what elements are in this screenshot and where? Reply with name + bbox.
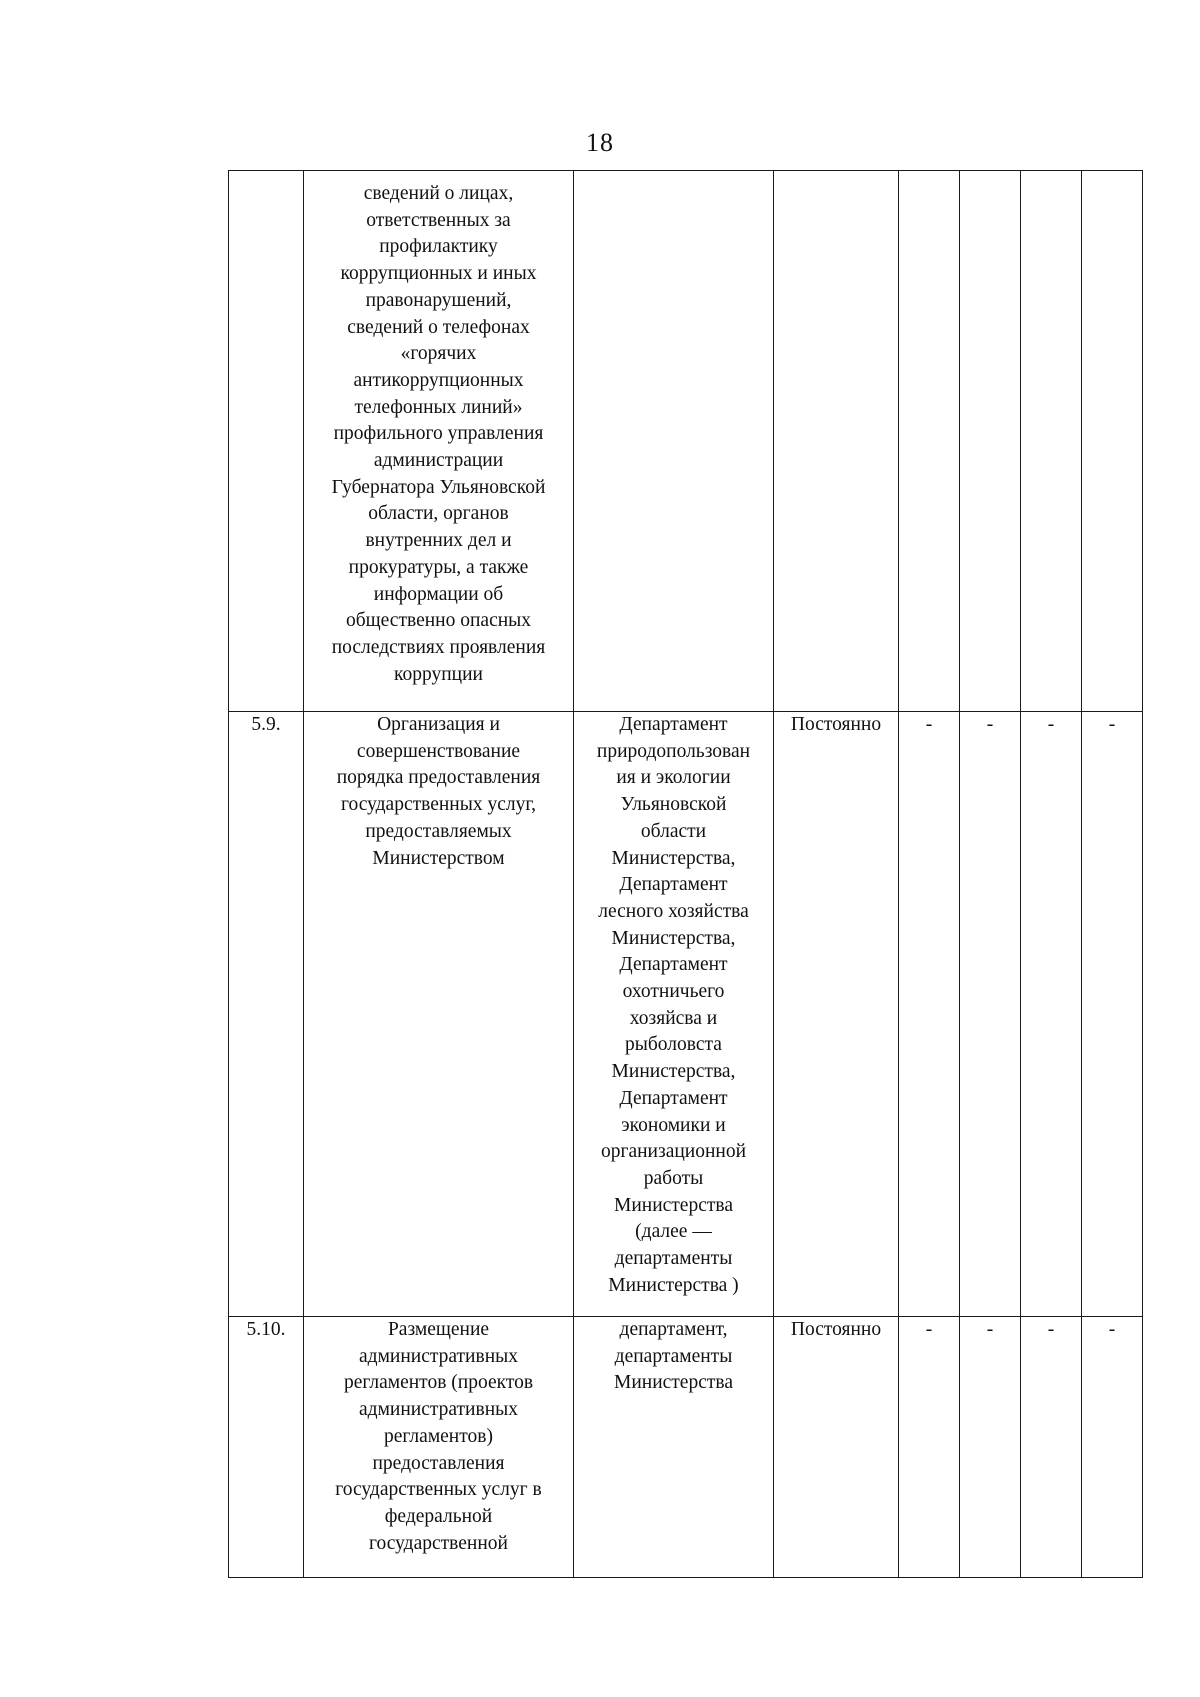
execution-term bbox=[774, 171, 899, 712]
responsible-executor: Департамент природопользован ия и экологии Ульяновской области Министерства, Департамент лесного хозяйства Министерства, Департамент охотничьего хозяйсва и рыболовста Министерства, Департамент экономики и организационной работы Министерства (далее — департаменты Министерства ) bbox=[574, 712, 774, 1317]
table-row bbox=[229, 171, 1143, 712]
page-number: 18 bbox=[586, 128, 614, 157]
event-description: сведений о лицах, ответственных за профилактику коррупционных и иных правонарушений, сведений о телефонах «горячих антикоррупционных телефонных линий» профильного управления администрации Губернатора Ульяновской области, органов внутренних дел и прокуратуры, а также информации об общественно опасных последствиях проявления коррупции bbox=[304, 171, 574, 712]
value-cell-3: - bbox=[1021, 1317, 1082, 1578]
value-cell-3: - bbox=[1021, 712, 1082, 1317]
value-cell-3 bbox=[1021, 171, 1082, 712]
value-cell-4: - bbox=[1082, 1317, 1143, 1578]
value-cell-1: - bbox=[899, 1317, 960, 1578]
value-cell-1: - bbox=[899, 712, 960, 1317]
row-number bbox=[229, 171, 304, 712]
value-cell-1 bbox=[899, 171, 960, 712]
execution-term: Постоянно bbox=[774, 712, 899, 1317]
row-number: 5.10. bbox=[229, 1317, 304, 1578]
table-row bbox=[229, 712, 1143, 1317]
execution-term: Постоянно bbox=[774, 1317, 899, 1578]
responsible-executor: департамент, департаменты Министерства bbox=[574, 1317, 774, 1578]
value-cell-4: - bbox=[1082, 712, 1143, 1317]
row-number: 5.9. bbox=[229, 712, 304, 1317]
responsible-executor bbox=[574, 171, 774, 712]
value-cell-2: - bbox=[960, 1317, 1021, 1578]
event-description: Организация и совершенствование порядка предоставления государственных услуг, предоставляемых Министерством bbox=[304, 712, 574, 1317]
event-description: Размещение административных регламентов (проектов административных регламентов) предоставления государственных услуг в федеральной государственной bbox=[304, 1317, 574, 1578]
value-cell-2: - bbox=[960, 712, 1021, 1317]
table-row bbox=[229, 1317, 1143, 1578]
value-cell-4 bbox=[1082, 171, 1143, 712]
value-cell-2 bbox=[960, 171, 1021, 712]
measures-table bbox=[228, 170, 1143, 1578]
